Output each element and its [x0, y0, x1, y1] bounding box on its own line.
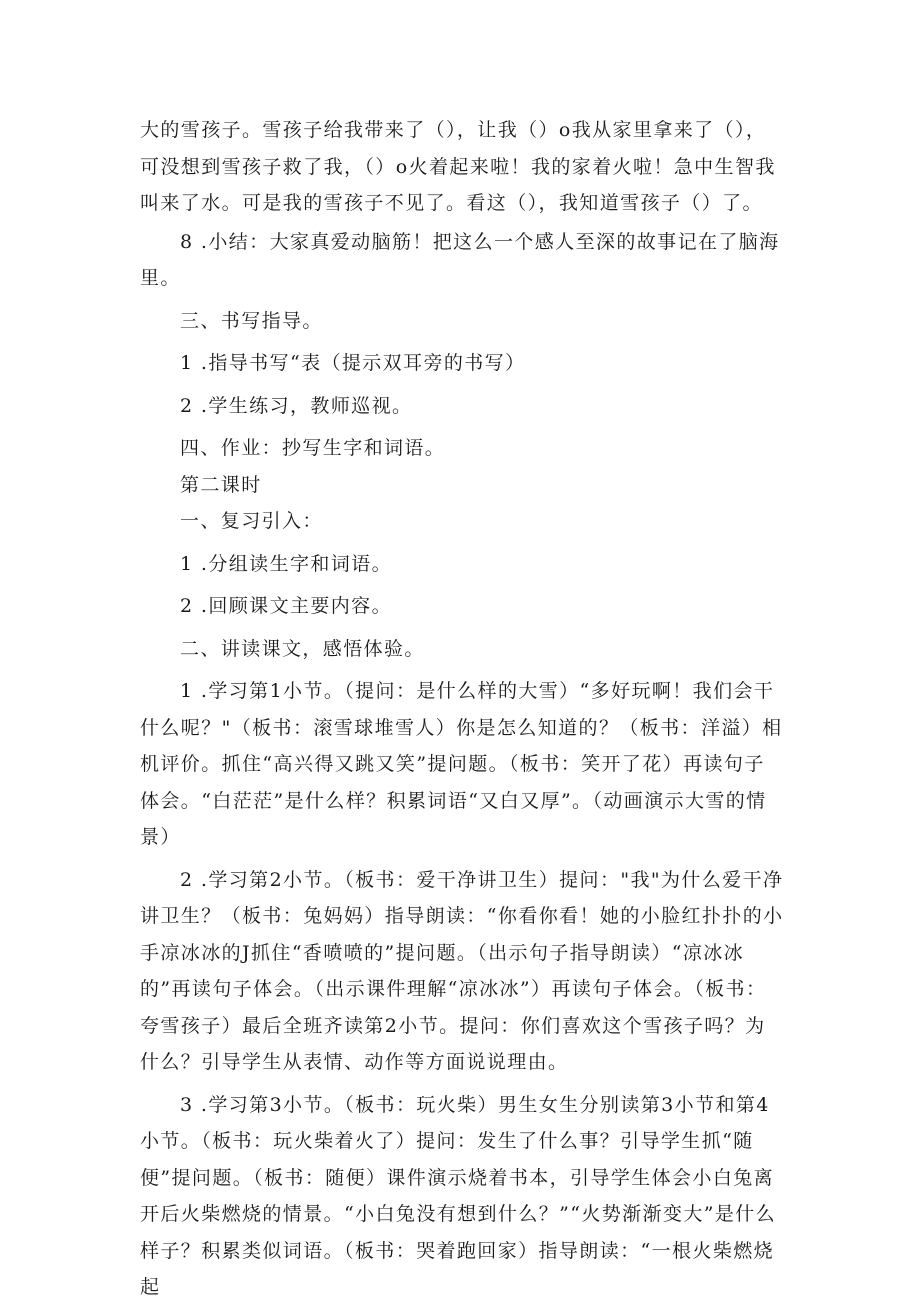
paragraph-section-2: 2 .学习第2小节。（板书：爱干净讲卫生）提问："我"为什么爱干净讲卫生？（板书：兔妈妈）指导朗读：“你看你看！她的小脸红扑扑的小手凉冰冰的J抓住“香喷喷的”提问题。（出示句子指导朗读）“凉冰冰的”再读句子体会。（出示课件理解“凉冰冰”）再读句子体会。（板书：夸雪孩子）最后全班齐读第2小节。提问：你们喜欢这个雪孩子吗？为什么？引导学生从表情、动作等方面说说理由。 [140, 868, 784, 1073]
lesson-heading-second: 第二课时 [180, 473, 262, 496]
section-heading-review: 一、复习引入： [180, 510, 323, 532]
list-item-writing-2: 2 .学生练习，教师巡视。 [180, 394, 413, 417]
section-heading-reading: 二、讲读课文，感悟体验。 [180, 637, 425, 660]
paragraph-summary: 8 .小结：大家真爱动脑筋！把这么一个感人至深的故事记在了脑海里。 [140, 230, 780, 289]
section-heading-homework: 四、作业：抄写生字和词语。 [180, 437, 446, 459]
list-item-review-1: 1 .分组读生字和词语。 [180, 552, 392, 575]
list-item-writing-1: 1 .指导书写“表（提示双耳旁的书写） [180, 352, 526, 374]
paragraph-section-3: 3 .学习第3小节。（板书：玩火柴）男生女生分别读第3小节和第4小节。（板书：玩火柴着火了）提问：发生了什么事？引导学生抓“随便”提问题。（板书：随便）课件演示烧着书本，引导学生体会小白兔离开后火柴燃烧的情景。“小白兔没有想到什么？”“火势渐渐变大”是什么样子？积累类似词语。（板书：哭着跑回家）指导朗读：“一根火柴燃烧起 [140, 1093, 777, 1298]
document-page [140, 112, 785, 1306]
section-heading-writing: 三、书写指导。 [180, 309, 323, 332]
paragraph-section-1: 1 .学习第1小节。（提问：是什么样的大雪）“多好玩啊！我们会干什么呢？"（板书：滚雪球堆雪人）你是怎么知道的？（板书：洋溢）相机评价。抓住“高兴得又跳又笑”提问题。（板书：笑开了花）再读句子体会。“白茫茫”是什么样？积累词语“又白又厚”。（动画演示大雪的情景） [140, 680, 783, 848]
list-item-review-2: 2 .回顾课文主要内容。 [180, 595, 392, 617]
paragraph-continuation: 大的雪孩子。雪孩子给我带来了（），让我（）o我从家里拿来了（），可没想到雪孩子救了我，（）o火着起来啦！我的家着火啦！急中生智我叫来了水。可是我的雪孩子不见了。看这（），我知道雪孩子（）了。 [140, 119, 776, 214]
